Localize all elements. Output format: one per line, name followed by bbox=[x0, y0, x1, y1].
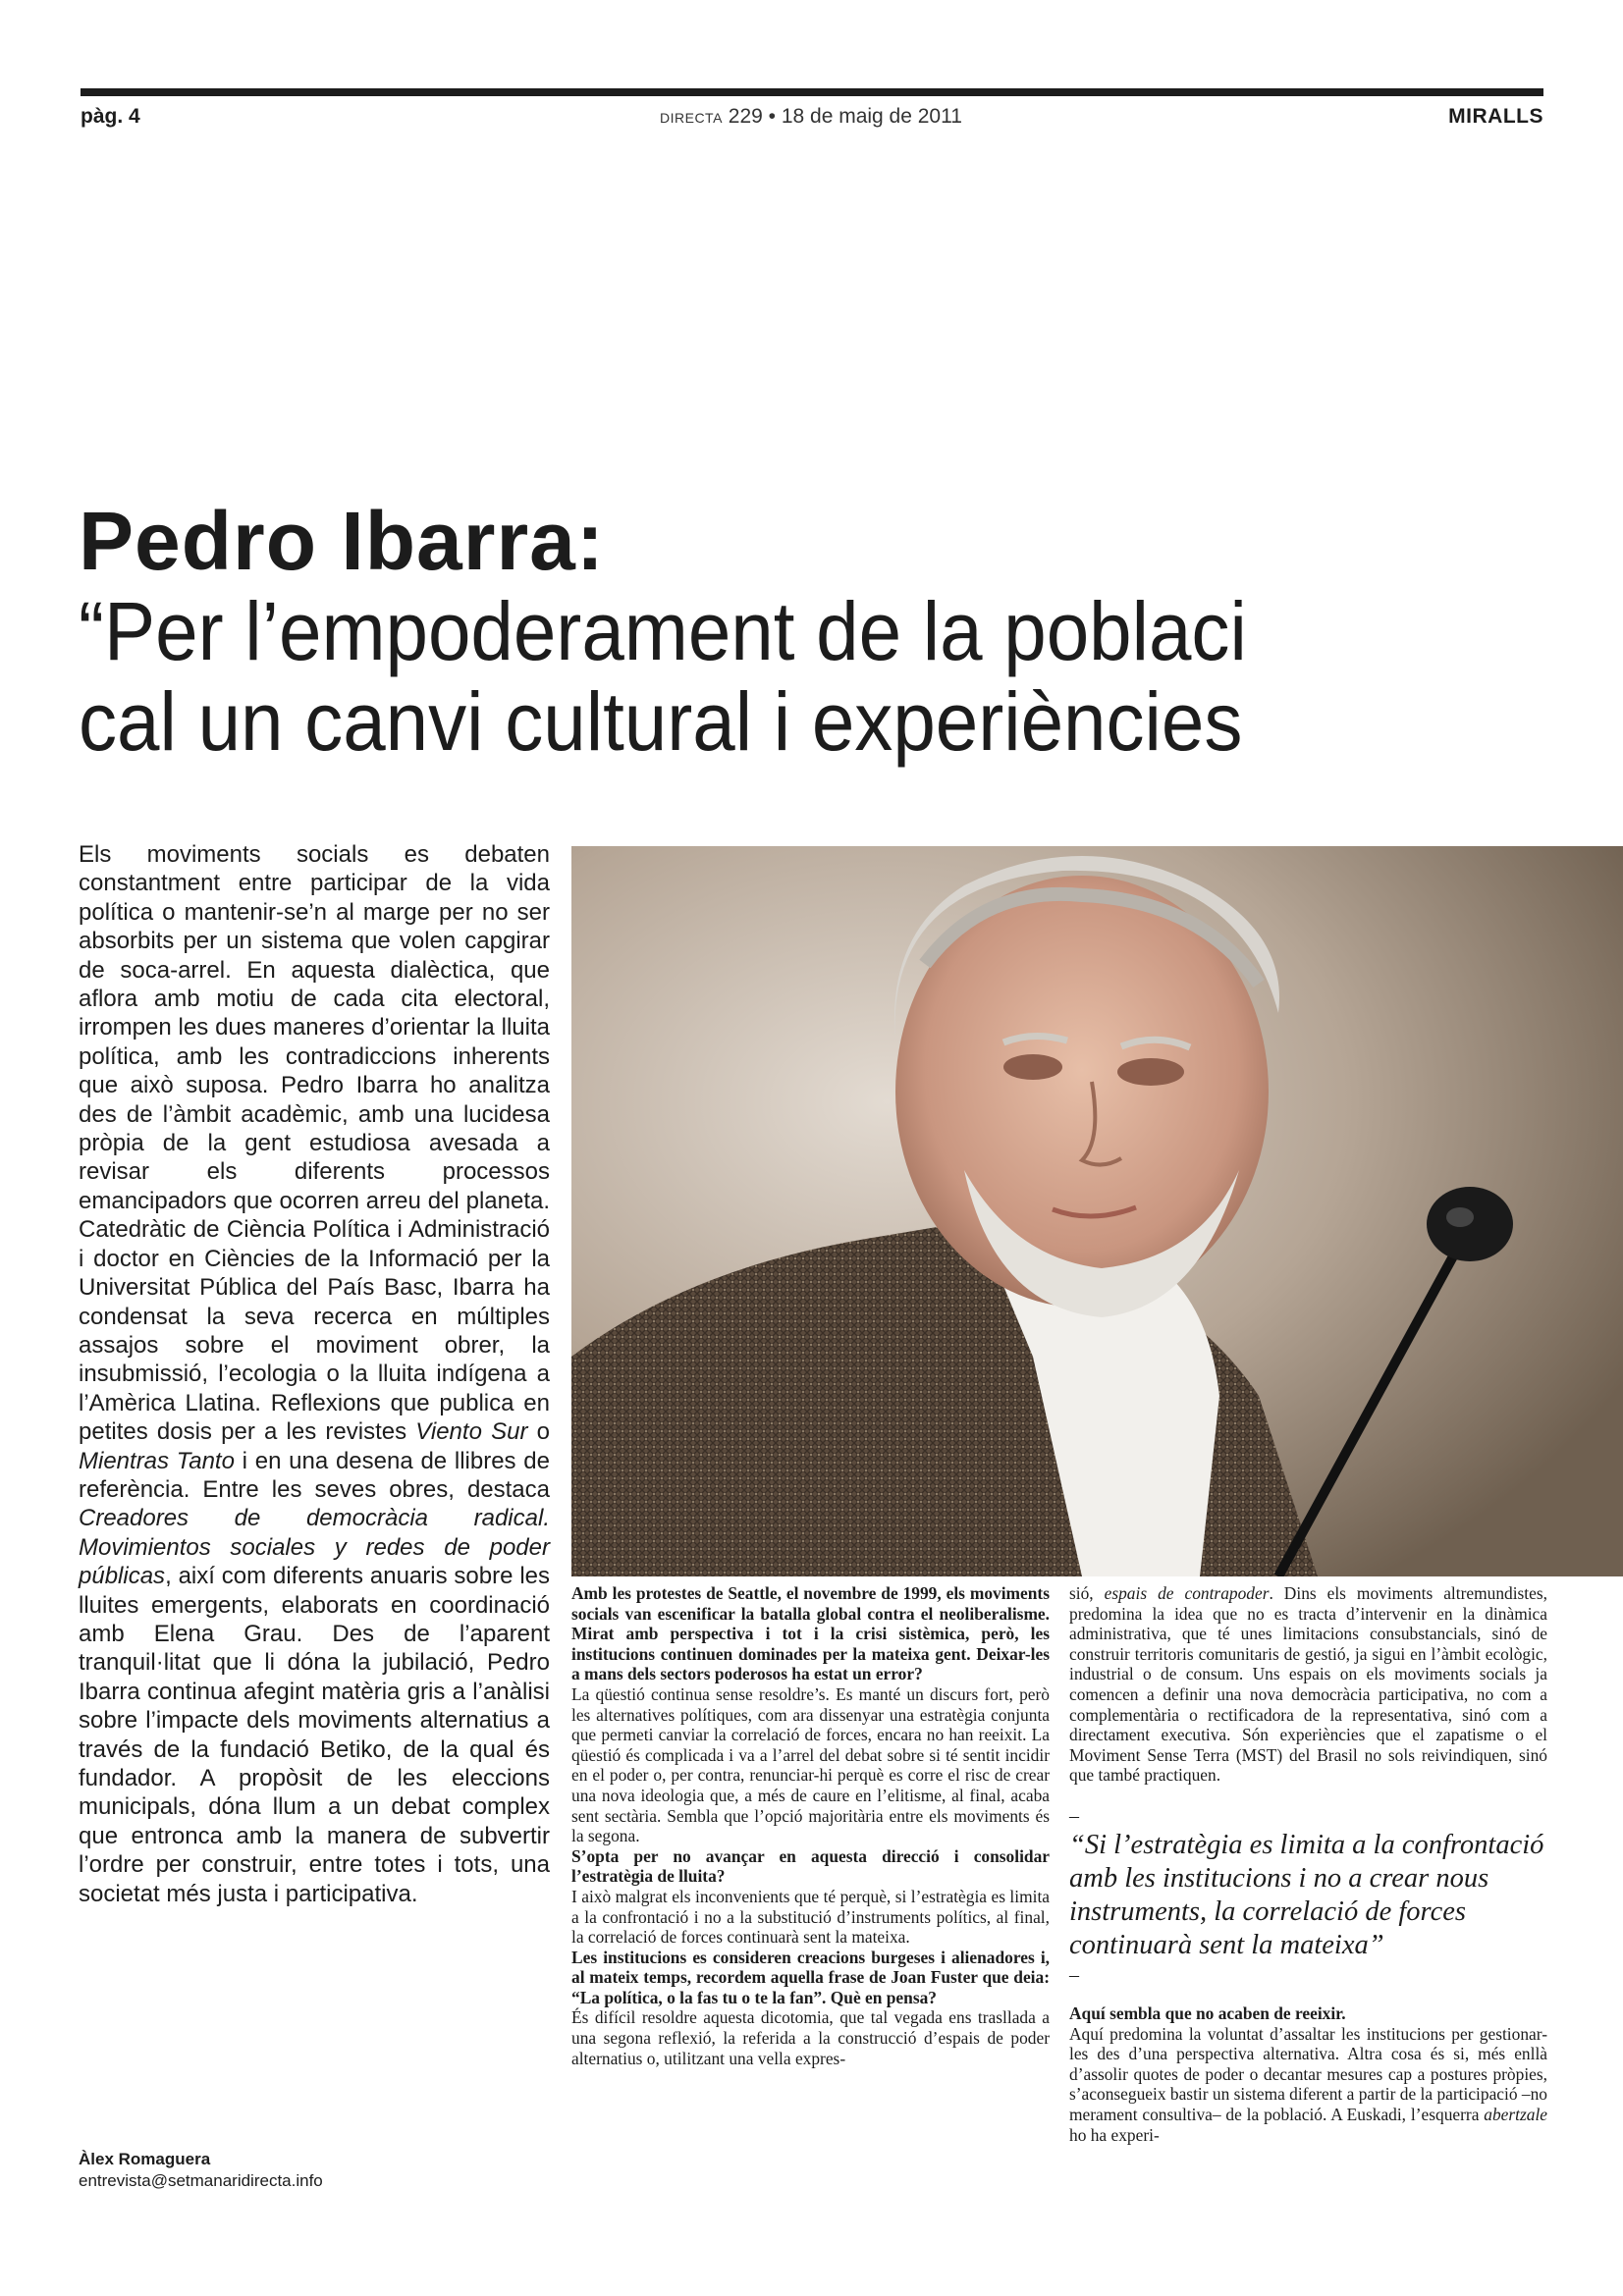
section-name: MIRALLS bbox=[1448, 105, 1543, 128]
lead-paragraph bbox=[79, 840, 550, 1908]
page-number: pàg. 4 bbox=[81, 105, 140, 128]
answer-3-term: espais de contrapoder bbox=[1104, 1583, 1270, 1603]
pull-quote-dash-top: – bbox=[1069, 1804, 1079, 1827]
answer-4-text-2: ho ha experi- bbox=[1069, 2124, 1160, 2145]
question-1: Amb les protestes de Seattle, el novembre de 1999, els moviments socials van escenificar la batalla global contra el neoliberalisme. Mirat amb perspectiva i tot i la crisi sistèmica, però, les institucions continuen dominades per la mateixa gent. Deixar-les a mans dels sectors poderosos ha estat un error? bbox=[571, 1583, 1050, 1684]
answer-3: És difícil resoldre aquesta dicotomia, que tal vegada ens trasllada a una segona reflexió, la referida a la construcció d’espais de poder alternatius o, utilitzant una vella expres- bbox=[571, 2007, 1050, 2068]
issue-info bbox=[660, 104, 974, 131]
magazine-title-1: Viento Sur bbox=[415, 1418, 528, 1446]
author-name: Àlex Romaguera bbox=[79, 2150, 211, 2168]
answer-4-term: abertzale bbox=[1484, 2104, 1547, 2124]
magazine-title-2: Mientras Tanto bbox=[79, 1447, 235, 1474]
publication-name: DIRECTA bbox=[660, 110, 723, 126]
question-3: Les institucions es consideren creacions burgeses i alienadores i, al mateix temps, recordem aquella frase de Joan Fuster que deia: “La política, o la fas tu o te la fan”. Què en pensa? bbox=[571, 1947, 1050, 2007]
lead-text-3: , així com diferents anuaris sobre les lluites emergents, elaborats en coordinació amb Elena Grau. Des de l’aparent tranquil·litat que li dóna la jubilació, Pedro Ibarra continua afegint matèria gris a l’anàlisi sobre l’impacte dels moviments alternatius a través de la fundació Betiko, de la qual és fundador. A propòsit de les eleccions municipals, dóna llum a un debat complex que entronca amb la manera de subvertir l’ordre per construir, entre totes i tots, una societat més justa i participativa. bbox=[79, 1563, 550, 1907]
answer-1: La qüestió continua sense resoldre’s. Es manté un discurs fort, però les alternatives polítiques, com ara dissenyar una estratègia conjunta que permeti canviar la correlació de forces, encara no han reeixit. La qüestió és complicada i va a l’arrel del debat sobre si té sentit incidir en el poder o, per contra, renunciar-hi perquè es corre el risc de crear una nova ideologia que, a més de caure en l’elitisme, al final, acaba sent sectària. Sembla que l’opció majoritària entre els moviments és la segona. bbox=[571, 1683, 1050, 1846]
answer-4 bbox=[1069, 2024, 1547, 2146]
author-email: entrevista@setmanaridirecta.info bbox=[79, 2171, 323, 2190]
headline-quote-line-1: “Per l’empoderament de la poblaci bbox=[79, 585, 1247, 677]
lead-connector: o bbox=[527, 1418, 550, 1446]
issue-date: 229 • 18 de maig de 2011 bbox=[728, 105, 962, 128]
interview-column-1 bbox=[571, 1583, 1050, 2068]
lead-text-1: Els moviments socials es debaten constantment entre participar de la vida política o mantenir-se’n al marge per no ser absorbits per un sistema que volen capgirar de soca-arrel. En aquesta dialèctica, que aflora amb motiu de cada cita electoral, irrompen les dues maneres d’orientar la lluita política, amb les contradiccions inherents que això suposa. Pedro Ibarra ho analitza des de l’àmbit acadèmic, amb una lucidesa pròpia de la gent estudiosa avesada a revisar els diferents processos emancipadors que ocorren arreu del planeta. Catedràtic de Ciència Política i Administració i doctor en Ciències de la Informació per la Universitat Pública del País Basc, Ibarra ha condensat la seva recerca en múltiples assajos sobre el moviment obrer, la insubmissió, l’ecologia o la lluita indígena a l’Amèrica Llatina. Reflexions que publica en petites dosis per a les revistes bbox=[79, 841, 550, 1446]
interview-column-2 bbox=[1069, 1583, 1547, 2145]
answer-3-cont-text-1: sió, bbox=[1069, 1583, 1105, 1603]
top-rule bbox=[81, 88, 1543, 96]
headline-quote-line-2: cal un canvi cultural i experiències bbox=[79, 675, 1243, 768]
portrait-photo bbox=[571, 846, 1623, 1576]
byline bbox=[79, 2149, 323, 2192]
answer-4-text-1: Aquí predomina la voluntat d’assaltar les institucions per gestionar-les des d’una perspectiva alternativa. Altra cosa és si, més enllà d’assolir quotes de poder o decantar mesures cap a postures pròpies, s’aconsegueix bastir un sistema diferent a partir de la participació –no merament consultiva– de la població. A Euskadi, l’esquerra bbox=[1069, 2023, 1547, 2124]
book-title: Creadores de democràcia radical. Movimientos sociales y redes de poder públicas bbox=[79, 1505, 550, 1590]
portrait-illustration bbox=[571, 846, 1623, 1576]
pull-quote-dash-bottom: – bbox=[1069, 1963, 1079, 1986]
headline bbox=[79, 496, 1623, 767]
answer-3-continued bbox=[1069, 1583, 1547, 1786]
lead-text-2: i en una desena de llibres de referència. Entre les seves obres, destaca bbox=[79, 1447, 550, 1503]
question-2: S’opta per no avançar en aquesta direcció i consolidar l’estratègia de lluita? bbox=[571, 1845, 1050, 1887]
answer-2: I això malgrat els inconvenients que té perquè, si l’estratègia es limita a la confrontació i no a la substitució d’instruments polítics, al final, la correlació de forces continuarà sent la mateixa. bbox=[571, 1886, 1050, 1948]
question-4: Aquí sembla que no acaben de reeixir. bbox=[1069, 2002, 1346, 2023]
pull-quote: “Si l’estratègia es limita a la confrontació amb les institucions i no a crear nous instruments, la correlació de forces continuarà sent la mateixa” bbox=[1069, 1829, 1544, 1960]
headline-name: Pedro Ibarra: bbox=[79, 495, 605, 587]
answer-3-cont-text-2: . Dins els moviments altremundistes, predomina la idea que no es tracta d’intervenir en la dinàmica administrativa, que té unes limitacions consubstancials, sinó de construir territoris comunitaris de gestió, ja sigui en l’àmbit ecològic, industrial o de consum. Uns espais on els moviments socials ja comencen a definir una nova democràcia participativa, no com a complementària o rectificadora de la representativa, sinó com a directament executiva. Són experiències que el zapatisme o el Moviment Sense Terra (MST) del Brasil no sols reivindiquen, sinó que també practiquen. bbox=[1069, 1583, 1547, 1786]
